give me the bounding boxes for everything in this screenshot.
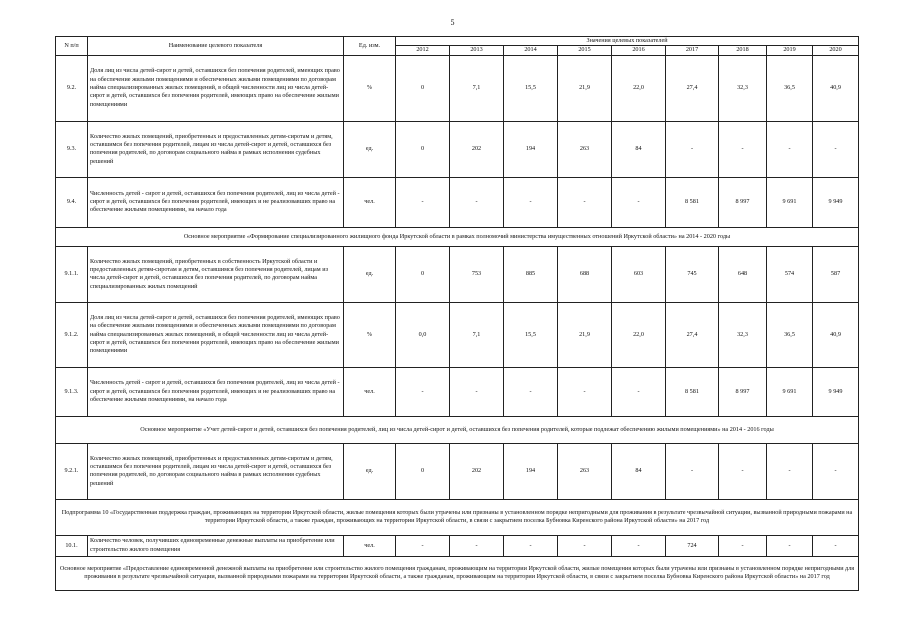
row-value: 8 581: [666, 367, 719, 416]
row-value: 202: [450, 121, 504, 177]
row-value: 0: [396, 443, 450, 499]
header-year: 2017: [666, 46, 719, 55]
row-name: Численность детей - сирот и детей, оставшихся без попечения родителей, лиц из числа детей - сирот и детей, оставшихся без попечения родителей, имеющих и не реализовавших право на обеспечение жилыми помещениями, на начало года: [88, 177, 344, 227]
row-value: 9 949: [813, 367, 859, 416]
header-year: 2013: [450, 46, 504, 55]
page-number: 5: [450, 18, 455, 27]
row-value: 587: [813, 246, 859, 302]
row-num: 9.1.3.: [56, 367, 88, 416]
row-value: 40,9: [813, 302, 859, 367]
row-value: 40,9: [813, 55, 859, 121]
row-unit: чел.: [344, 177, 396, 227]
row-value: 27,4: [666, 302, 719, 367]
row-value: -: [396, 535, 450, 556]
row-value: -: [558, 367, 612, 416]
section-row: [56, 416, 859, 443]
header-year: 2019: [767, 46, 813, 55]
row-unit: чел.: [344, 535, 396, 556]
row-value: 202: [450, 443, 504, 499]
header-year: 2020: [813, 46, 859, 55]
row-value: -: [767, 121, 813, 177]
section-title: Основное мероприятие «Учет детей-сирот и детей, оставшихся без попечения родителей, лиц из числа детей-сирот и детей, оставшихся без попечения родителей, которые подлежат обеспечению жилыми помещениями» на 2014 - 2016 годы: [56, 416, 859, 443]
row-value: -: [558, 535, 612, 556]
table-row: [56, 55, 859, 121]
row-value: 194: [504, 121, 558, 177]
section-title: Подпрограмма 10 «Государственная поддержка граждан, проживающих на территории Иркутской области, жилые помещения которых были утрачены или признаны в установленном порядке непригодными для проживания в результате чрезвычайной ситуации, вызванной природными пожарами на территории Иркутской области, а также граждан, проживающих на территории Иркутской области, в связи с закрытием поселка Бубновка Киренского района Иркутской области» на 2017 год: [56, 499, 859, 535]
row-value: -: [612, 367, 666, 416]
row-value: 32,3: [719, 302, 767, 367]
header-year: 2012: [396, 46, 450, 55]
row-value: 84: [612, 121, 666, 177]
row-num: 9.4.: [56, 177, 88, 227]
row-num: 9.2.: [56, 55, 88, 121]
row-unit: %: [344, 302, 396, 367]
row-value: -: [666, 121, 719, 177]
row-value: 0: [396, 55, 450, 121]
row-unit: %: [344, 55, 396, 121]
header-values: Значения целевых показателей: [396, 37, 859, 46]
row-value: 22,0: [612, 302, 666, 367]
row-name: Количество жилых помещений, приобретенных в собственность Иркутской области и предоставленных детям-сиротам и детям, оставшимся без попечения родителей, лицам из числа детей-сирот и детей, оставшихся без попечения родителей, по договорам найма специализированных жилых помещений: [88, 246, 344, 302]
row-value: 21,9: [558, 55, 612, 121]
section-title: Основное мероприятие «Формирование специализированного жилищного фонда Иркутской области в рамках полномочий министерства имущественных отношений Иркутской области» на 2014 - 2020 годы: [56, 227, 859, 246]
row-name: Численность детей - сирот и детей, оставшихся без попечения родителей, лиц из числа детей - сирот и детей, оставшихся без попечения родителей, имеющих и не реализовавших право на обеспечение жилыми помещениями, на начало года: [88, 367, 344, 416]
row-value: 688: [558, 246, 612, 302]
row-value: -: [396, 367, 450, 416]
row-unit: ед.: [344, 443, 396, 499]
row-num: 10.1.: [56, 535, 88, 556]
row-value: 32,3: [719, 55, 767, 121]
row-value: 8 997: [719, 177, 767, 227]
row-num: 9.1.2.: [56, 302, 88, 367]
header-year: 2016: [612, 46, 666, 55]
row-value: -: [504, 535, 558, 556]
row-value: 8 997: [719, 367, 767, 416]
row-value: -: [719, 443, 767, 499]
row-value: -: [612, 177, 666, 227]
row-name: Доля лиц из числа детей-сирот и детей, оставшихся без попечения родителей, имеющих право на обеспечение жилыми помещениями и обеспеченных жилыми помещениями по договорам найма специализированных жилых помещений, в общей численности лиц из числа детей-сирот и детей, оставшихся без попечения родителей, имеющих право на обеспечение жилыми помещениями: [88, 302, 344, 367]
header-num: N п/п: [56, 37, 88, 56]
row-value: 885: [504, 246, 558, 302]
row-num: 9.2.1.: [56, 443, 88, 499]
row-value: -: [767, 443, 813, 499]
row-value: 745: [666, 246, 719, 302]
row-value: -: [813, 535, 859, 556]
section-title: Основное мероприятие «Предоставление единовременной денежной выплаты на приобретение или строительство жилого помещения гражданам, проживающим на территории Иркутской области, жилые помещения которых были утрачены или признаны в установленном порядке непригодными для проживания в результате чрезвычайной ситуации, вызванной природными пожарами на территории Иркутской области, а также гражданам, проживающим на территории Иркутской области, в связи с закрытием поселка Бубновка Киренского района Иркутской области» на 2017 год: [56, 556, 859, 590]
row-value: 0: [396, 246, 450, 302]
row-value: 21,9: [558, 302, 612, 367]
section-row: [56, 227, 859, 246]
row-value: -: [813, 443, 859, 499]
row-value: -: [450, 535, 504, 556]
table-row: [56, 246, 859, 302]
table-row: [56, 302, 859, 367]
row-value: -: [666, 443, 719, 499]
row-value: 263: [558, 121, 612, 177]
row-value: -: [558, 177, 612, 227]
header-name: Наименование целевого показателя: [88, 37, 344, 56]
row-value: 7,1: [450, 302, 504, 367]
row-value: 0: [396, 121, 450, 177]
row-value: 263: [558, 443, 612, 499]
row-unit: ед.: [344, 121, 396, 177]
header-year: 2018: [719, 46, 767, 55]
row-num: 9.3.: [56, 121, 88, 177]
row-name: Количество жилых помещений, приобретенных и предоставленных детям-сиротам и детям, оставшимся без попечения родителей, лицам из числа детей-сирот и детей, оставшихся без попечения родителей, по договорам социального найма в рамках исполнения судебных решений: [88, 121, 344, 177]
row-value: -: [813, 121, 859, 177]
row-value: 574: [767, 246, 813, 302]
row-value: 0,0: [396, 302, 450, 367]
row-name: Количество жилых помещений, приобретенных и предоставленных детям-сиротам и детям, оставшимся без попечения родителей, лицам из числа детей-сирот и детей, оставшихся без попечения родителей, по договорам социального найма в рамках исполнения судебных решений: [88, 443, 344, 499]
row-value: 9 691: [767, 367, 813, 416]
header-unit: Ед. изм.: [344, 37, 396, 56]
section-row: [56, 556, 859, 590]
row-value: 15,5: [504, 55, 558, 121]
row-value: -: [719, 535, 767, 556]
row-value: 753: [450, 246, 504, 302]
row-name: Количество человек, получивших единовременные денежные выплаты на приобретение или строительство жилого помещения: [88, 535, 344, 556]
row-value: 9 691: [767, 177, 813, 227]
row-value: -: [450, 177, 504, 227]
row-name: Доля лиц из числа детей-сирот и детей, оставшихся без попечения родителей, имеющих право на обеспечение жилыми помещениями и обеспеченных жилыми помещениями по договорам найма специализированных жилых помещений, в общей численности лиц из числа детей-сирот и детей, оставшихся без попечения родителей, имеющих право на обеспечение жилыми помещениями: [88, 55, 344, 121]
row-value: 84: [612, 443, 666, 499]
header-year: 2014: [504, 46, 558, 55]
row-value: -: [719, 121, 767, 177]
row-value: 648: [719, 246, 767, 302]
row-value: -: [612, 535, 666, 556]
row-value: 9 949: [813, 177, 859, 227]
row-num: 9.1.1.: [56, 246, 88, 302]
row-value: 36,5: [767, 55, 813, 121]
row-value: 724: [666, 535, 719, 556]
row-value: 36,5: [767, 302, 813, 367]
target-indicators-table: [55, 36, 859, 591]
table-row: [56, 535, 859, 556]
table-row: [56, 177, 859, 227]
table-row: [56, 443, 859, 499]
row-value: 603: [612, 246, 666, 302]
table-row: [56, 121, 859, 177]
row-value: -: [504, 367, 558, 416]
row-value: 27,4: [666, 55, 719, 121]
row-value: -: [450, 367, 504, 416]
row-value: 15,5: [504, 302, 558, 367]
row-value: 8 581: [666, 177, 719, 227]
row-value: -: [504, 177, 558, 227]
row-value: 194: [504, 443, 558, 499]
row-unit: чел.: [344, 367, 396, 416]
table-row: [56, 367, 859, 416]
row-value: 22,0: [612, 55, 666, 121]
row-unit: ед.: [344, 246, 396, 302]
row-value: -: [396, 177, 450, 227]
header-year: 2015: [558, 46, 612, 55]
row-value: -: [767, 535, 813, 556]
section-row: [56, 499, 859, 535]
row-value: 7,1: [450, 55, 504, 121]
